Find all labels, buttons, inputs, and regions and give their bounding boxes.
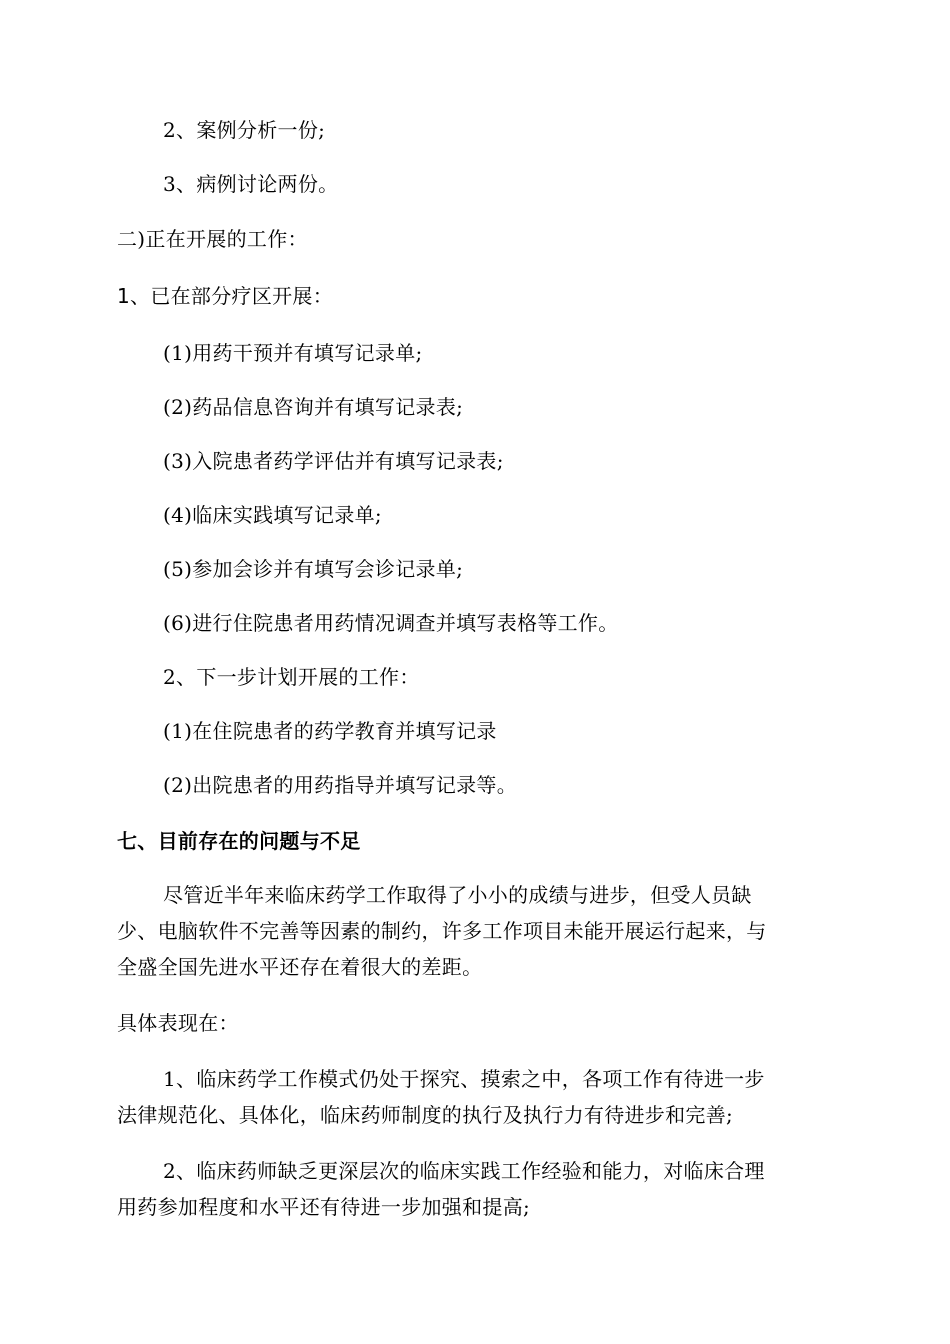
list-item-patient-education: (1)在住院患者的药学教育并填写记录 (163, 719, 497, 743)
list-item-clinical-practice: (4)临床实践填写记录单; (163, 503, 382, 527)
list-item-admission-assessment: (3)入院患者药学评估并有填写记录表; (163, 449, 504, 473)
paragraph-line: 全盛全国先进水平还存在着很大的差距。 (117, 955, 483, 979)
paragraph-line: 2、临床药师缺乏更深层次的临床实践工作经验和能力，对临床合理 (163, 1159, 765, 1183)
paragraph-line: 法律规范化、具体化，临床药师制度的执行及执行力有待进步和完善; (117, 1103, 734, 1127)
list-item-medication-intervention: (1)用药干预并有填写记录单; (163, 341, 423, 365)
paragraph-line: 尽管近半年来临床药学工作取得了小小的成绩与进步，但受人员缺 (163, 883, 752, 907)
paragraph-line: 1、临床药学工作模式仍处于探究、摸索之中，各项工作有待进一步 (163, 1067, 765, 1091)
paragraph-line: 具体表现在： (117, 1011, 239, 1035)
list-item-drug-info-consulting: (2)药品信息咨询并有填写记录表; (163, 395, 464, 419)
section-heading-problems: 七、目前存在的问题与不足 (117, 829, 361, 853)
subheading-partial-wards: 1、已在部分疗区开展： (117, 284, 334, 308)
paragraph-line: 少、电脑软件不完善等因素的制约，许多工作项目未能开展运行起来，与 (117, 919, 767, 943)
list-item-case-analysis: 2、案例分析一份; (163, 118, 326, 142)
subheading-next-steps: 2、下一步计划开展的工作： (163, 665, 420, 689)
paragraph-line: 用药参加程度和水平还有待进一步加强和提高; (117, 1195, 531, 1219)
list-item-discharge-guidance: (2)出院患者的用药指导并填写记录等。 (163, 773, 518, 797)
list-item-medication-survey: (6)进行住院患者用药情况调查并填写表格等工作。 (163, 611, 619, 635)
section-heading-ongoing-work: 二)正在开展的工作： (117, 227, 308, 251)
list-item-case-discussion: 3、病例讨论两份。 (163, 172, 339, 196)
list-item-consultation: (5)参加会诊并有填写会诊记录单; (163, 557, 464, 581)
